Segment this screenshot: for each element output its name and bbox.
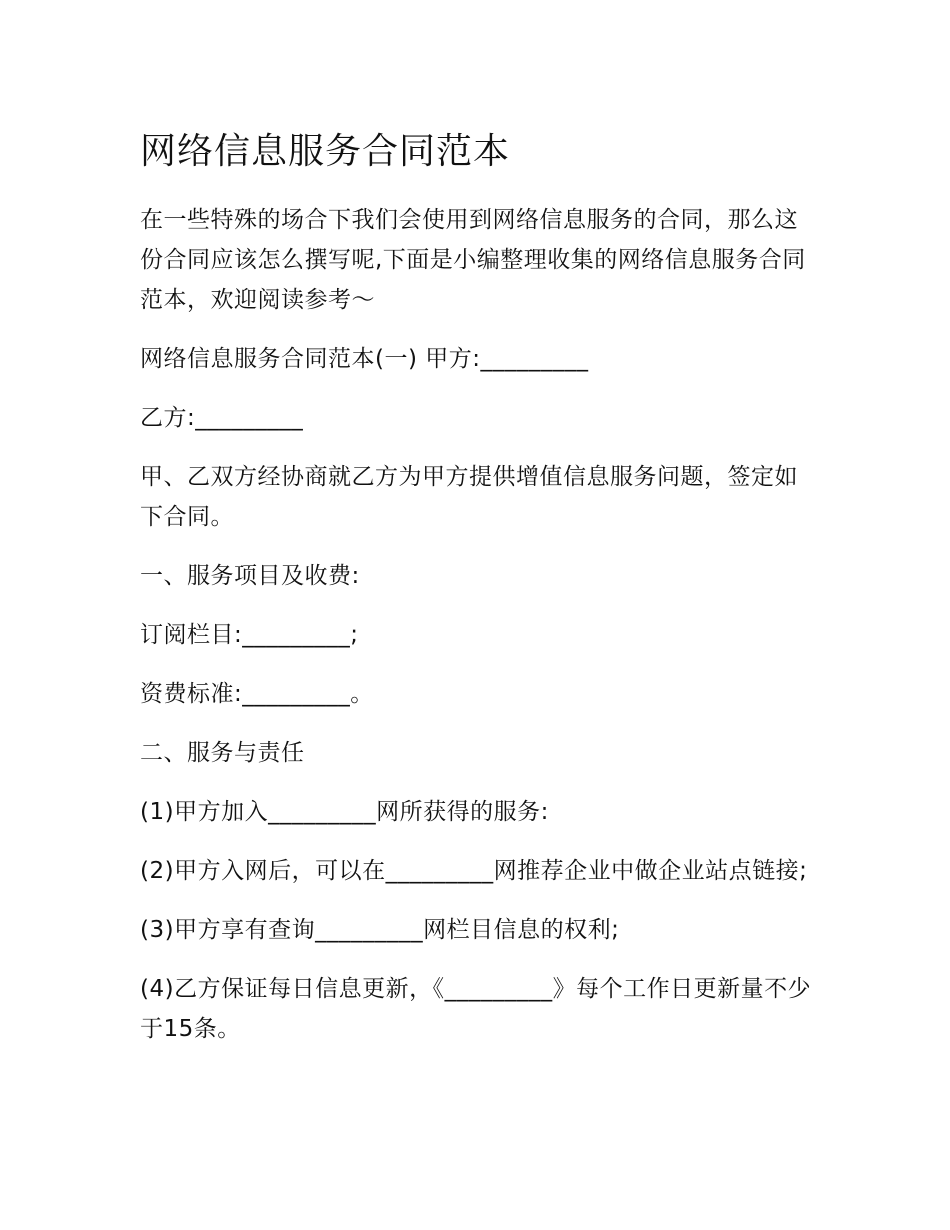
agreement-paragraph: 甲、乙双方经协商就乙方为甲方提供增值信息服务问题，签定如下合同。 [140, 464, 798, 530]
fee-standard-line: 资费标准:_________。 [140, 681, 374, 707]
party-b-line: 乙方:_________ [140, 405, 304, 431]
section-heading-services-fees: 一、服务项目及收费: [140, 563, 360, 589]
clause-1: (1)甲方加入_________网所获得的服务: [140, 799, 549, 825]
section-heading-service-responsibility: 二、服务与责任 [140, 740, 305, 766]
party-a-line: 网络信息服务合同范本(一) 甲方:_________ [140, 346, 589, 372]
subscription-column-line: 订阅栏目:_________; [140, 622, 359, 648]
document-title: 网络信息服务合同范本 [140, 131, 511, 172]
document-page [140, 128, 820, 1068]
intro-paragraph: 在一些特殊的场合下我们会使用到网络信息服务的合同，那么这份合同应该怎么撰写呢,下面是小编整理收集的网络信息服务合同范本，欢迎阅读参考～ [140, 207, 806, 313]
clause-2: (2)甲方入网后，可以在_________网推荐企业中做企业站点链接; [140, 858, 808, 884]
clause-4: (4)乙方保证每日信息更新，《_________》每个工作日更新量不少于15条。 [140, 976, 812, 1042]
clause-3: (3)甲方享有查询_________网栏目信息的权利; [140, 917, 620, 943]
